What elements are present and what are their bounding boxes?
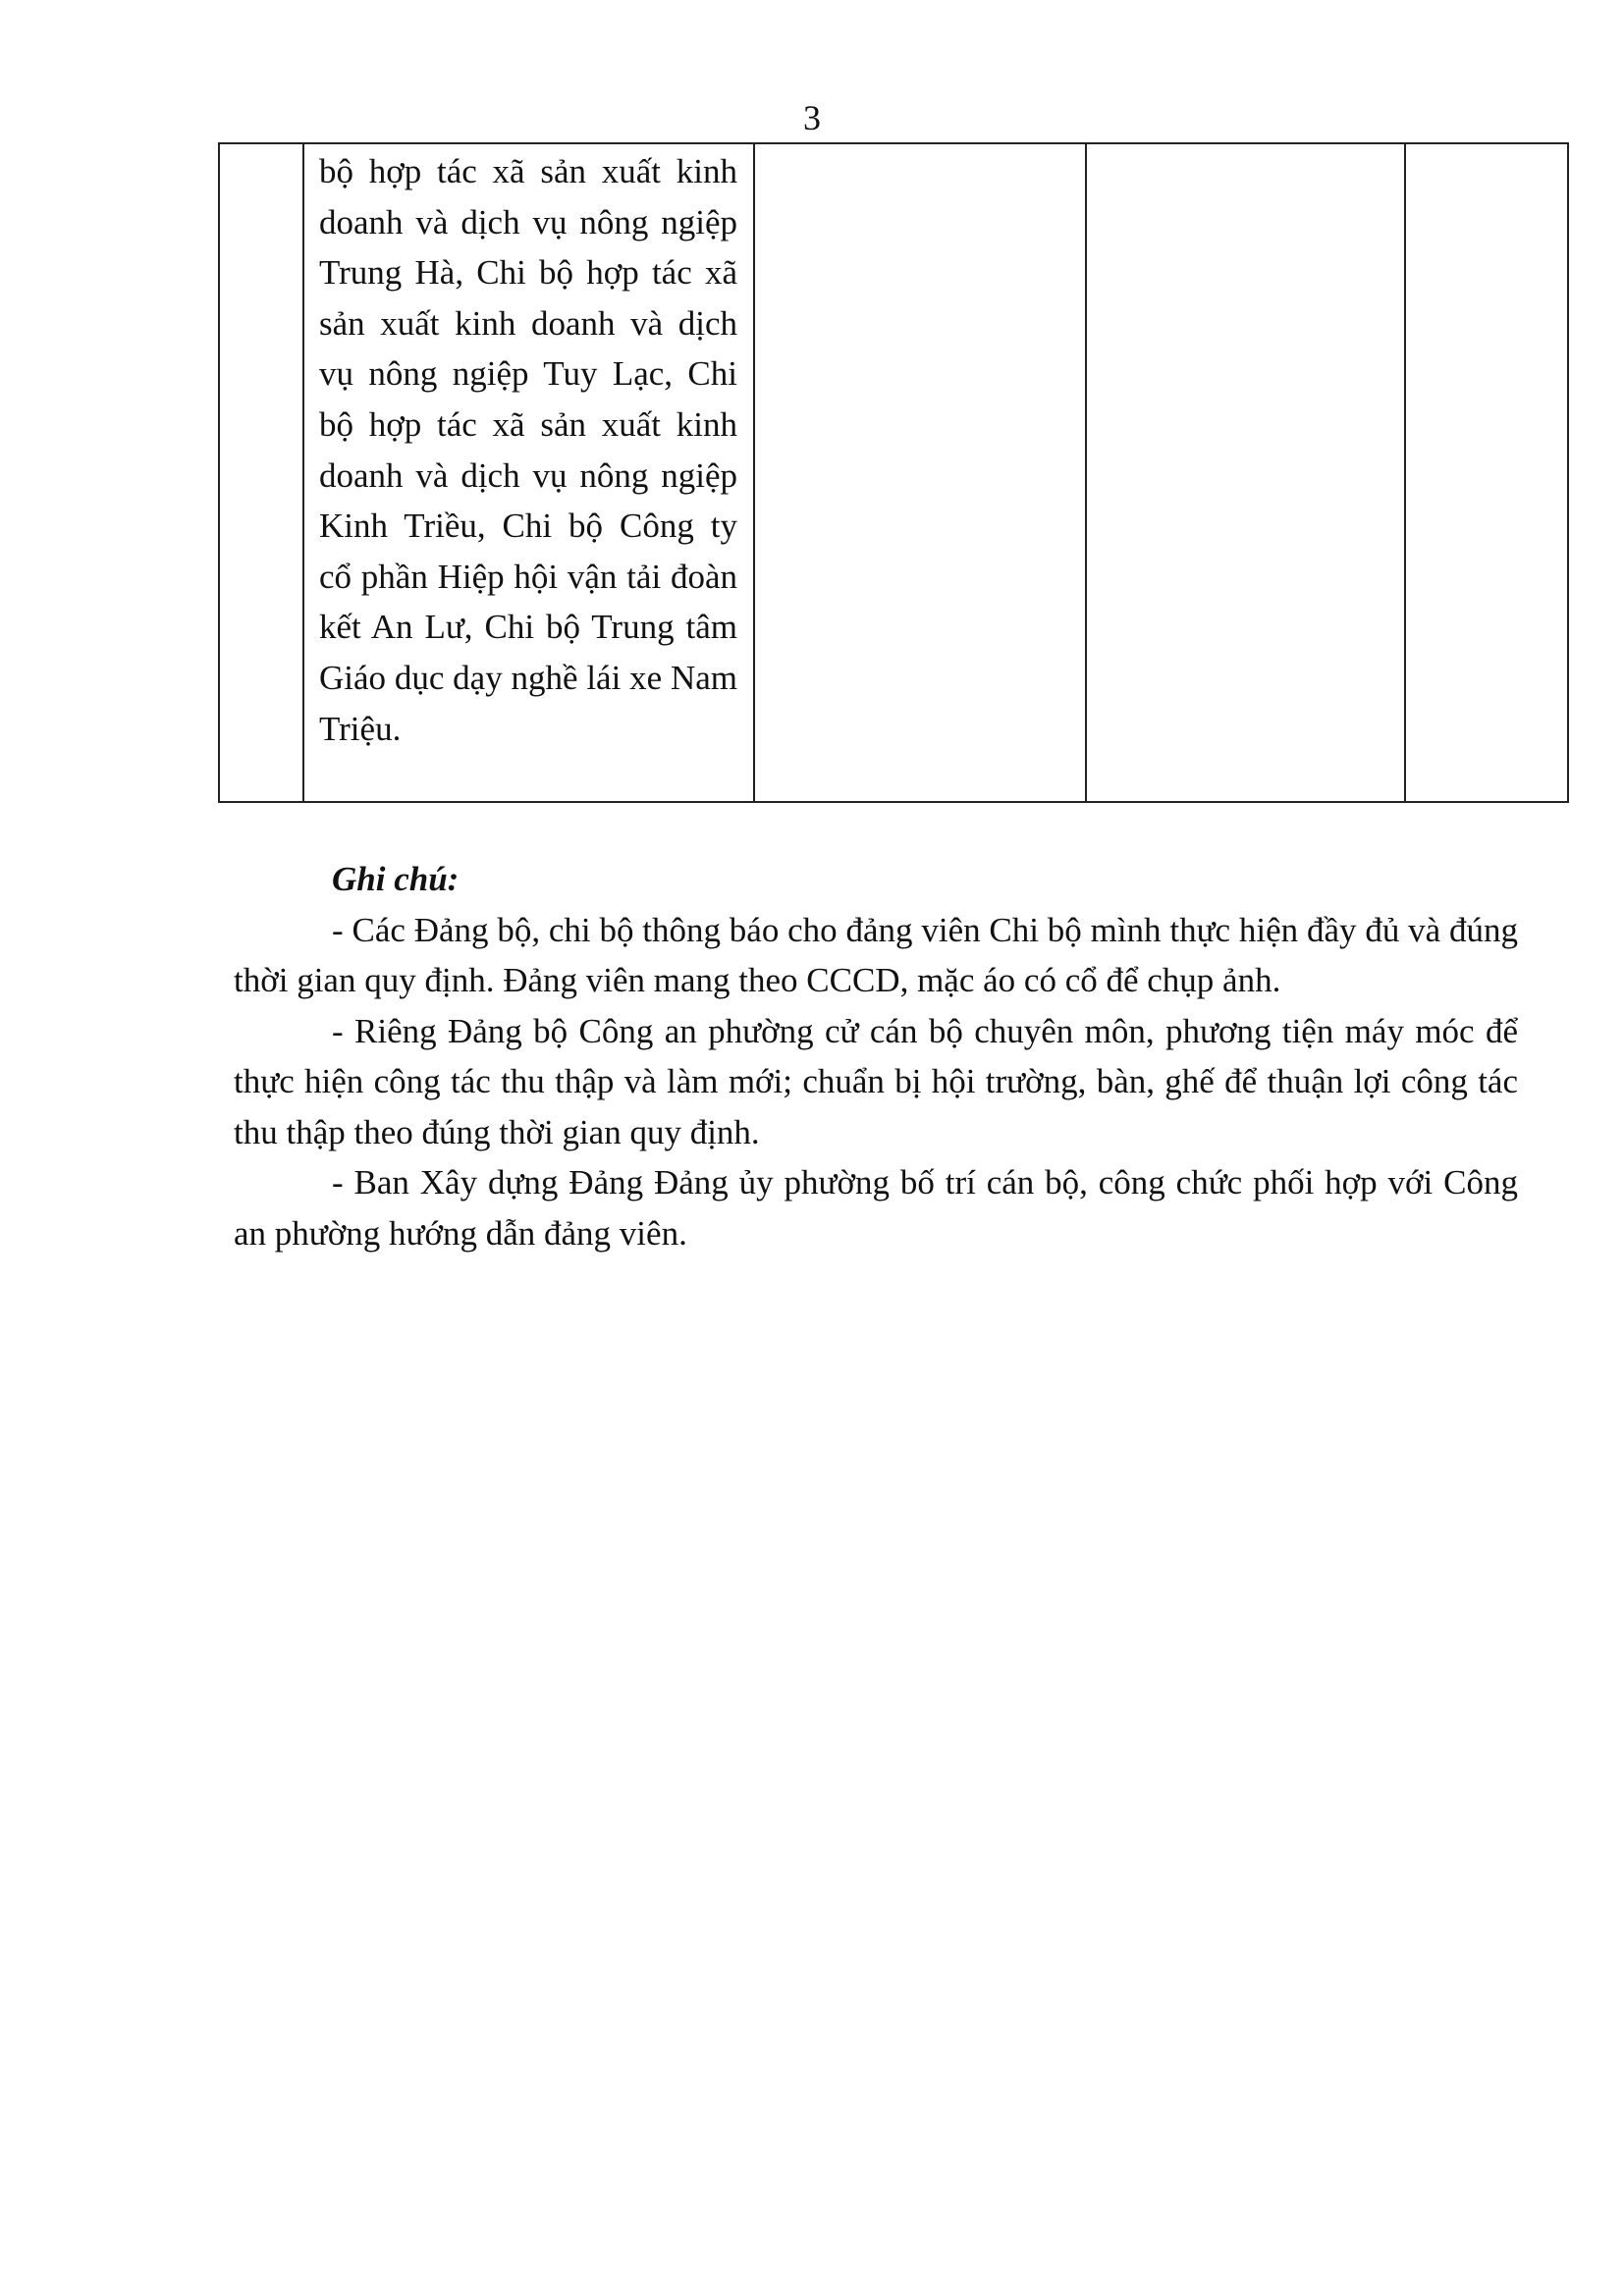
table-cell-note [1405,143,1568,802]
table-cell-location [1086,143,1405,802]
note-item-1: - Các Đảng bộ, chi bộ thông báo cho đảng viên Chi bộ mình thực hiện đầy đủ và đúng thời gian quy định. Đảng viên mang theo CCCD, mặc áo có cổ để chụp ảnh. [234,910,1518,999]
table-cell-units [303,143,754,802]
table-cell-time [754,143,1086,802]
page-number: 3 [803,98,821,137]
notes-section [234,854,1518,1258]
schedule-table [218,142,1569,803]
table-row [219,143,1568,802]
notes-title: Ghi chú: [332,860,460,898]
units-list-text: bộ hợp tác xã sản xuất kinh doanh và dịch vụ nông ngiệp Trung Hà, Chi bộ hợp tác xã sản xuất kinh doanh và dịch vụ nông ngiệp Tuy Lạc, Chi bộ hợp tác xã sản xuất kinh doanh và dịch vụ nông ngiệp Kinh Triều, Chi bộ Công ty cổ phần Hiệp hội vận tải đoàn kết An Lư, Chi bộ Trung tâm Giáo dục dạy nghề lái xe Nam Triệu. [319,152,737,748]
note-item-2: - Riêng Đảng bộ Công an phường cử cán bộ chuyên môn, phương tiện máy móc để thực hiện công tác thu thập và làm mới; chuẩn bị hội trường, bàn, ghế để thuận lợi công tác thu thập theo đúng thời gian quy định. [234,1011,1518,1151]
note-item-3: - Ban Xây dựng Đảng Đảng ủy phường bố trí cán bộ, công chức phối hợp với Công an phường hướng dẫn đảng viên. [234,1163,1518,1253]
table-cell-index [219,143,303,802]
